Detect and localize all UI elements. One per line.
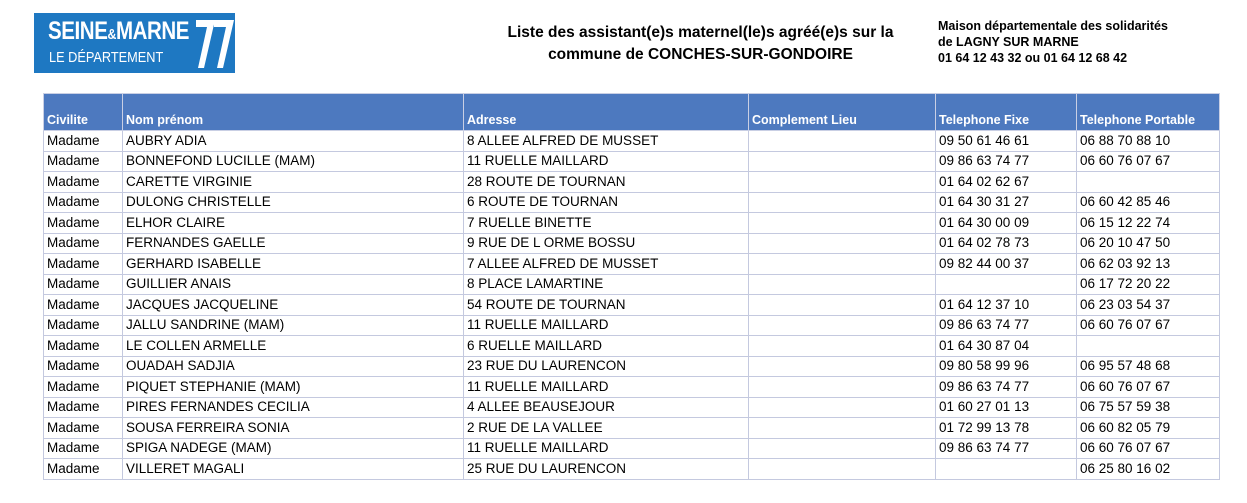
cell-nom-prenom: FERNANDES GAELLE: [123, 233, 464, 254]
cell-complement-lieu: [749, 438, 936, 459]
cell-adresse: 28 ROUTE DE TOURNAN: [464, 172, 749, 193]
cell-civilite: Madame: [44, 418, 123, 439]
table-row: [44, 336, 1220, 357]
cell-complement-lieu: [749, 356, 936, 377]
department-logo: [34, 13, 235, 73]
cell-civilite: Madame: [44, 438, 123, 459]
cell-telephone-portable: 06 60 82 05 79: [1077, 418, 1220, 439]
childminders-table: [43, 93, 1220, 480]
cell-nom-prenom: CARETTE VIRGINIE: [123, 172, 464, 193]
header-civilite: Civilite: [44, 94, 123, 131]
cell-nom-prenom: PIRES FERNANDES CECILIA: [123, 397, 464, 418]
cell-telephone-portable: 06 62 03 92 13: [1077, 254, 1220, 275]
cell-complement-lieu: [749, 418, 936, 439]
cell-telephone-fixe: 01 72 99 13 78: [936, 418, 1077, 439]
cell-civilite: Madame: [44, 192, 123, 213]
header-adresse: Adresse: [464, 94, 749, 131]
cell-telephone-portable: 06 17 72 20 22: [1077, 274, 1220, 295]
cell-telephone-fixe: 09 86 63 74 77: [936, 151, 1077, 172]
cell-telephone-fixe: 09 86 63 74 77: [936, 438, 1077, 459]
cell-telephone-portable: 06 20 10 47 50: [1077, 233, 1220, 254]
cell-telephone-portable: 06 75 57 59 38: [1077, 397, 1220, 418]
cell-complement-lieu: [749, 131, 936, 152]
header-nom-prenom: Nom prénom: [123, 94, 464, 131]
cell-adresse: 2 RUE DE LA VALLEE: [464, 418, 749, 439]
cell-telephone-fixe: 01 64 30 00 09: [936, 213, 1077, 234]
cell-civilite: Madame: [44, 295, 123, 316]
cell-complement-lieu: [749, 274, 936, 295]
cell-complement-lieu: [749, 192, 936, 213]
table-row: [44, 131, 1220, 152]
cell-nom-prenom: BONNEFOND LUCILLE (MAM): [123, 151, 464, 172]
cell-telephone-fixe: 09 50 61 46 61: [936, 131, 1077, 152]
cell-civilite: Madame: [44, 315, 123, 336]
cell-telephone-fixe: [936, 274, 1077, 295]
cell-telephone-fixe: 01 60 27 01 13: [936, 397, 1077, 418]
cell-civilite: Madame: [44, 377, 123, 398]
cell-adresse: 11 RUELLE MAILLARD: [464, 315, 749, 336]
cell-adresse: 6 ROUTE DE TOURNAN: [464, 192, 749, 213]
table-row: [44, 295, 1220, 316]
cell-telephone-fixe: 09 80 58 99 96: [936, 356, 1077, 377]
cell-nom-prenom: AUBRY ADIA: [123, 131, 464, 152]
cell-nom-prenom: PIQUET STEPHANIE (MAM): [123, 377, 464, 398]
table-row: [44, 151, 1220, 172]
cell-telephone-fixe: 01 64 12 37 10: [936, 295, 1077, 316]
cell-nom-prenom: ELHOR CLAIRE: [123, 213, 464, 234]
cell-civilite: Madame: [44, 356, 123, 377]
cell-civilite: Madame: [44, 233, 123, 254]
cell-complement-lieu: [749, 151, 936, 172]
cell-telephone-fixe: 09 82 44 00 37: [936, 254, 1077, 275]
cell-telephone-portable: 06 60 76 07 67: [1077, 438, 1220, 459]
logo-subtitle: LE DÉPARTEMENT: [49, 49, 164, 66]
cell-telephone-fixe: 09 86 63 74 77: [936, 377, 1077, 398]
table-row: [44, 356, 1220, 377]
cell-complement-lieu: [749, 295, 936, 316]
cell-adresse: 9 RUE DE L ORME BOSSU: [464, 233, 749, 254]
cell-civilite: Madame: [44, 336, 123, 357]
cell-adresse: 23 RUE DU LAURENCON: [464, 356, 749, 377]
cell-adresse: 11 RUELLE MAILLARD: [464, 377, 749, 398]
table-row: [44, 172, 1220, 193]
table-row: [44, 233, 1220, 254]
cell-adresse: 4 ALLEE BEAUSEJOUR: [464, 397, 749, 418]
header-telephone-portable: Telephone Portable: [1077, 94, 1220, 131]
header-telephone-fixe: Telephone Fixe: [936, 94, 1077, 131]
cell-civilite: Madame: [44, 213, 123, 234]
cell-nom-prenom: DULONG CHRISTELLE: [123, 192, 464, 213]
table-row: [44, 192, 1220, 213]
cell-telephone-portable: 06 88 70 88 10: [1077, 131, 1220, 152]
cell-telephone-fixe: 01 64 02 62 67: [936, 172, 1077, 193]
cell-telephone-fixe: 01 64 30 87 04: [936, 336, 1077, 357]
cell-civilite: Madame: [44, 459, 123, 480]
cell-telephone-fixe: 09 86 63 74 77: [936, 315, 1077, 336]
table-row: [44, 315, 1220, 336]
cell-telephone-portable: 06 60 76 07 67: [1077, 315, 1220, 336]
cell-telephone-fixe: [936, 459, 1077, 480]
cell-telephone-portable: 06 15 12 22 74: [1077, 213, 1220, 234]
cell-adresse: 25 RUE DU LAURENCON: [464, 459, 749, 480]
cell-nom-prenom: JACQUES JACQUELINE: [123, 295, 464, 316]
cell-adresse: 6 RUELLE MAILLARD: [464, 336, 749, 357]
table-row: [44, 418, 1220, 439]
cell-telephone-portable: 06 95 57 48 68: [1077, 356, 1220, 377]
cell-nom-prenom: SPIGA NADEGE (MAM): [123, 438, 464, 459]
cell-telephone-portable: 06 60 76 07 67: [1077, 151, 1220, 172]
table-row: [44, 254, 1220, 275]
cell-adresse: 54 ROUTE DE TOURNAN: [464, 295, 749, 316]
cell-complement-lieu: [749, 213, 936, 234]
logo-title: SEINE&MARNE: [48, 17, 190, 45]
cell-nom-prenom: LE COLLEN ARMELLE: [123, 336, 464, 357]
cell-adresse: 8 PLACE LAMARTINE: [464, 274, 749, 295]
header-complement-lieu: Complement Lieu: [749, 94, 936, 131]
cell-civilite: Madame: [44, 172, 123, 193]
cell-telephone-portable: [1077, 172, 1220, 193]
cell-complement-lieu: [749, 336, 936, 357]
table-row: [44, 397, 1220, 418]
cell-telephone-portable: 06 23 03 54 37: [1077, 295, 1220, 316]
cell-civilite: Madame: [44, 397, 123, 418]
cell-nom-prenom: SOUSA FERREIRA SONIA: [123, 418, 464, 439]
table-row: [44, 377, 1220, 398]
document-title: Liste des assistant(e)s maternel(le)s agréé(e)s sur la commune de CONCHES-SUR-GONDOIRE: [507, 24, 894, 63]
cell-complement-lieu: [749, 459, 936, 480]
cell-complement-lieu: [749, 315, 936, 336]
table-row: [44, 213, 1220, 234]
cell-nom-prenom: VILLERET MAGALI: [123, 459, 464, 480]
table-row: [44, 438, 1220, 459]
cell-telephone-portable: [1077, 336, 1220, 357]
cell-complement-lieu: [749, 397, 936, 418]
cell-civilite: Madame: [44, 131, 123, 152]
table-row: [44, 459, 1220, 480]
cell-adresse: 7 RUELLE BINETTE: [464, 213, 749, 234]
cell-telephone-portable: 06 25 80 16 02: [1077, 459, 1220, 480]
logo-77-mark: [194, 16, 235, 72]
cell-civilite: Madame: [44, 254, 123, 275]
cell-telephone-fixe: 01 64 02 78 73: [936, 233, 1077, 254]
cell-nom-prenom: GERHARD ISABELLE: [123, 254, 464, 275]
table-header-row: [44, 94, 1220, 131]
cell-civilite: Madame: [44, 151, 123, 172]
cell-adresse: 8 ALLEE ALFRED DE MUSSET: [464, 131, 749, 152]
cell-telephone-fixe: 01 64 30 31 27: [936, 192, 1077, 213]
cell-nom-prenom: OUADAH SADJIA: [123, 356, 464, 377]
cell-civilite: Madame: [44, 274, 123, 295]
cell-adresse: 7 ALLEE ALFRED DE MUSSET: [464, 254, 749, 275]
table-row: [44, 274, 1220, 295]
cell-nom-prenom: GUILLIER ANAIS: [123, 274, 464, 295]
cell-telephone-portable: 06 60 42 85 46: [1077, 192, 1220, 213]
cell-nom-prenom: JALLU SANDRINE (MAM): [123, 315, 464, 336]
cell-complement-lieu: [749, 233, 936, 254]
cell-telephone-portable: 06 60 76 07 67: [1077, 377, 1220, 398]
cell-complement-lieu: [749, 377, 936, 398]
cell-adresse: 11 RUELLE MAILLARD: [464, 438, 749, 459]
cell-adresse: 11 RUELLE MAILLARD: [464, 151, 749, 172]
agency-contact: Maison départementale des solidarités de LAGNY SUR MARNE 01 64 12 43 32 ou 01 64 12 68 42: [938, 19, 1168, 65]
cell-complement-lieu: [749, 254, 936, 275]
cell-complement-lieu: [749, 172, 936, 193]
